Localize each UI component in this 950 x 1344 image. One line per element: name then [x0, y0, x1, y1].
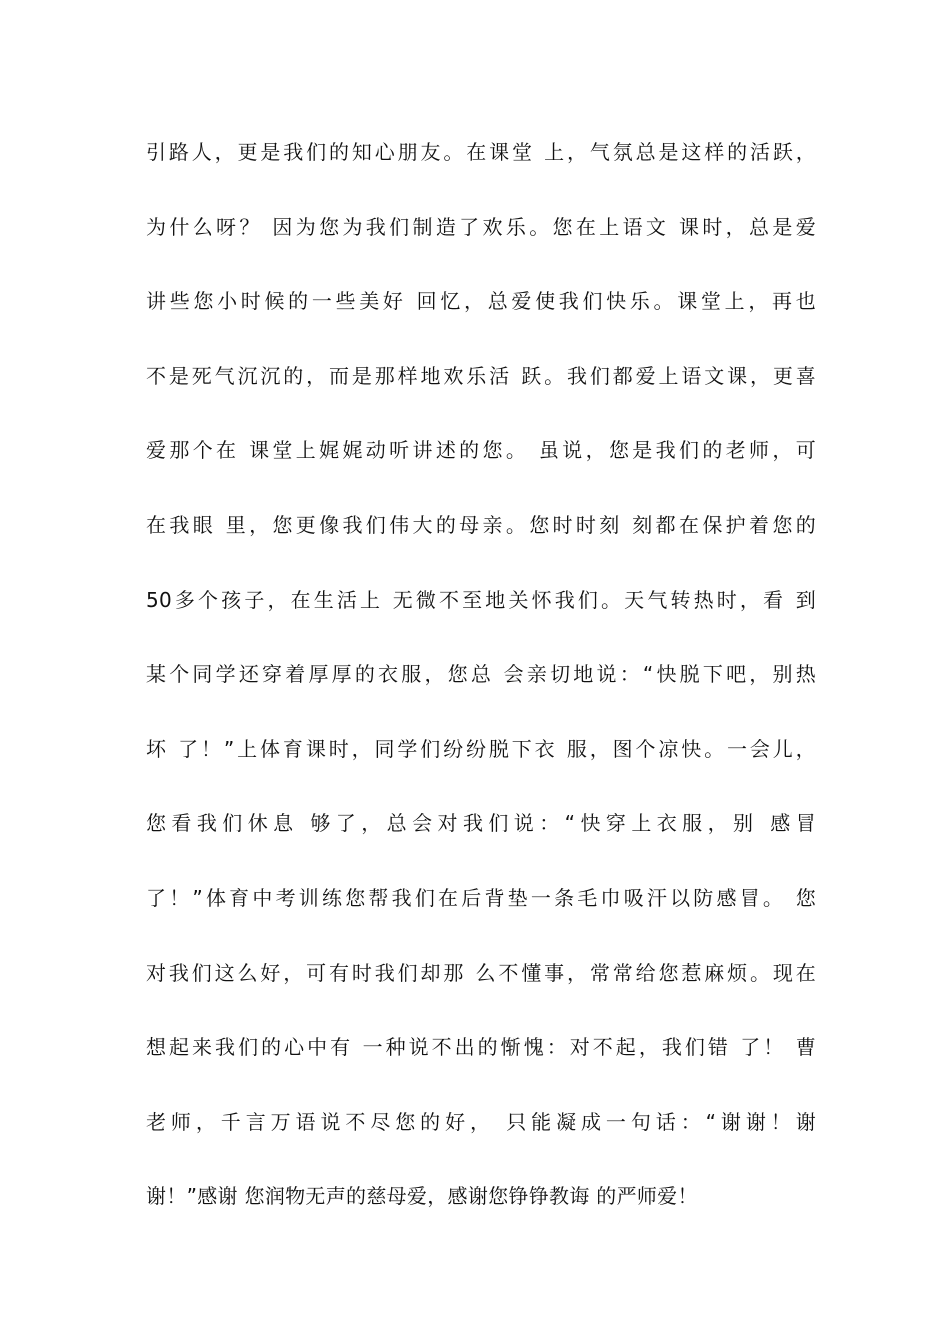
text-line: 了！”体育中考训练您帮我们在后背垫一条毛巾吸汗以防感冒。 您	[146, 885, 816, 910]
text-line: 想起来我们的心中有 一种说不出的惭愧：对不起，我们错 了！ 曹	[146, 1035, 816, 1060]
text-line: 不是死气沉沉的，而是那样地欢乐活 跃。我们都爱上语文课，更喜	[146, 363, 816, 388]
text-line: 引路人，更是我们的知心朋友。在课堂 上，气氛总是这样的活跃，	[146, 140, 816, 164]
text-line: 爱那个在 课堂上娓娓动听讲述的您。 虽说，您是我们的老师，可	[146, 438, 816, 463]
text-line: 对我们这么好，可有时我们却那 么不懂事，常常给您惹麻烦。现在	[146, 960, 816, 985]
text-line: 讲些您小时候的一些美好 回忆，总爱使我们快乐。课堂上，再也	[146, 289, 816, 314]
text-line: 50多个孩子，在生活上 无微不至地关怀我们。天气转热时，看 到	[146, 587, 816, 612]
body-text	[146, 132, 816, 1251]
text-line: 为什么呀？ 因为您为我们制造了欢乐。您在上语文 课时，总是爱	[146, 214, 816, 239]
text-line: 老师，千言万语说不尽您的好， 只能凝成一句话：“谢谢！谢	[146, 1109, 816, 1134]
text-line: 坏 了！”上体育课时，同学们纷纷脱下衣 服，图个凉快。一会儿，	[146, 736, 816, 761]
text-line: 某个同学还穿着厚厚的衣服，您总 会亲切地说：“快脱下吧，别热	[146, 662, 816, 687]
text-line: 在我眼 里，您更像我们伟大的母亲。您时时刻 刻都在保护着您的	[146, 512, 816, 537]
text-line: 您看我们休息 够了，总会对我们说：“快穿上衣服，别 感冒	[146, 811, 816, 836]
text-line: 谢！”感谢 您润物无声的慈母爱，感谢您铮铮教诲 的严师爱！	[146, 1184, 698, 1209]
